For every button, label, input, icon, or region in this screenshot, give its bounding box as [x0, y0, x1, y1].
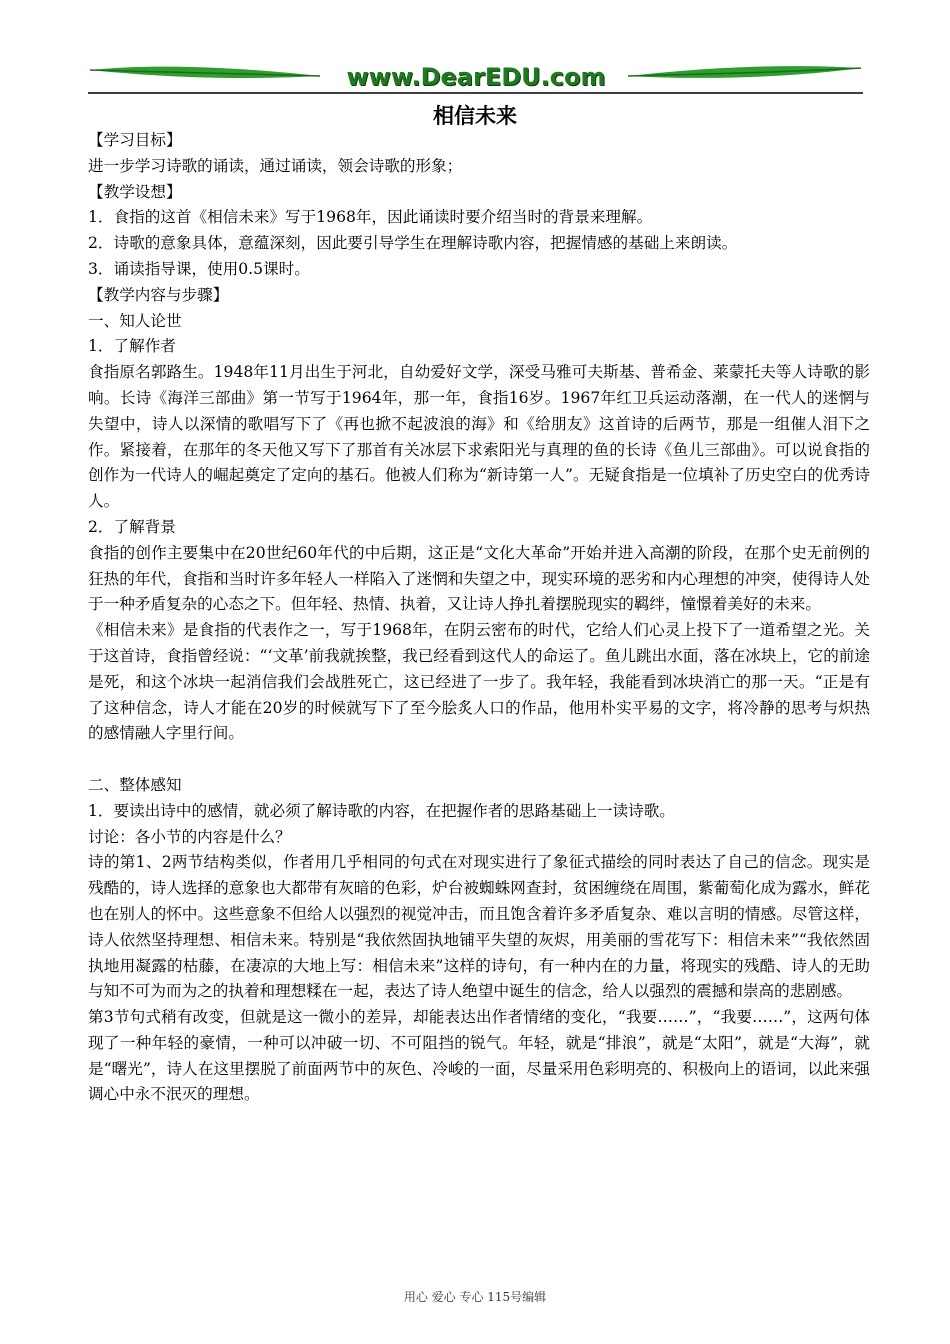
body-paragraph: 诗的第1、2两节结构类似，作者用几乎相同的句式在对现实进行了象征式描绘的同时表达了自己的信念。现实是残酷的，诗人选择的意象也大都带有灰暗的色彩，炉台被蜘蛛网查封，贫困缠绕在周围，紫葡萄化成为露水，鲜花也在别人的怀中。这些意象不但给人以强烈的视觉冲击，而且饱含着许多矛盾复杂、难以言明的情感。尽管这样，诗人依然坚持理想、相信未来。特别是“我依然固执地铺平失望的灰烬，用美丽的雪花写下：相信未来”“我依然固执地用凝露的枯藤，在凄凉的大地上写：相信未来”这样的诗句，有一种内在的力量，将现实的残酷、诗人的无助与知不可为而为之的执着和理想糅在一起，表达了诗人绝望中诞生的信念，给人以强烈的震撼和崇高的悲剧感。 [88, 853, 870, 1001]
site-logo-text: www.DearEDU.com [346, 63, 606, 91]
subsection-heading: 2．了解背景 [88, 517, 176, 536]
subsection-heading: 一、知人论世 [88, 311, 182, 330]
blank-line [88, 747, 870, 773]
body-paragraph: 食指的创作主要集中在20世纪60年代的中后期，这正是“文化大革命”开始并进入高潮的阶段，在那个史无前例的狂热的年代，食指和当时许多年轻人一样陷入了迷惘和失望之中，现实环境的恶劣和内心理想的冲突，使得诗人处于一种矛盾复杂的心态之下。但年轻、热情、执着，又让诗人挣扎着摆脱现实的羁绊，憧憬着美好的未来。 [88, 543, 870, 614]
body-paragraph: 3．诵读指导课，使用0.5课时。 [88, 259, 310, 278]
body-paragraph: 讨论：各小节的内容是什么？ [88, 827, 291, 846]
body-paragraph: 1．食指的这首《相信未来》写于1968年，因此诵读时要介绍当时的背景来理解。 [88, 208, 653, 227]
subsection-heading: 1．了解作者 [88, 337, 176, 356]
subsection-heading: 二、整体感知 [88, 775, 182, 794]
site-header-banner [88, 60, 863, 96]
body-paragraph: 2．诗歌的意象具体，意蕴深刻，因此要引导学生在理解诗歌内容，把握情感的基础上来朗读。 [88, 234, 738, 253]
section-heading-steps: 【教学内容与步骤】 [88, 285, 229, 304]
body-paragraph: 食指原名郭路生。1948年11月出生于河北，自幼爱好文学，深受马雅可夫斯基、普希金、莱蒙托夫等人诗歌的影响。长诗《海洋三部曲》第一节写于1964年，那一年，食指16岁。1967年红卫兵运动落潮，在一代人的迷惘与失望中，诗人以深情的歌唱写下了《再也掀不起波浪的海》和《给朋友》这首诗的后两节，那是一组催人泪下之作。紧接着，在那年的冬天他又写下了那首有关冰层下求索阳光与真理的鱼的长诗《鱼儿三部曲》。可以说食指的创作为一代诗人的崛起奠定了定向的基石。他被人们称为“新诗第一人”。无疑食指是一位填补了历史空白的优秀诗人。 [88, 363, 870, 511]
body-paragraph: 进一步学习诗歌的诵读，通过诵读，领会诗歌的形象； [88, 156, 463, 175]
section-heading-design: 【教学设想】 [88, 182, 182, 201]
body-paragraph: 《相信未来》是食指的代表作之一，写于1968年，在阴云密布的时代，它给人们心灵上投下了一道希望之光。关于这首诗，食指曾经说：“‘文革’前我就挨整，我已经看到这代人的命运了。鱼儿跳出水面，落在冰块上，它的前途是死，和这个冰块一起消信我们会战胜死亡，这已经进了一步了。我年轻，我能看到冰块消亡的那一天。“正是有了这种信念，诗人才能在20岁的时候就写下了至今脍炙人口的作品，他用朴实平易的文字，将冷静的思考与炽热的感情融人字里行间。 [88, 621, 870, 743]
document-title: 相信未来 [433, 104, 517, 128]
body-paragraph: 1．要读出诗中的感情，就必须了解诗歌的内容，在把握作者的思路基础上一读诗歌。 [88, 801, 675, 820]
body-paragraph: 第3节句式稍有改变，但就是这一微小的差异，却能表达出作者情绪的变化，“我要……”，“我要……”，这两句体现了一种年轻的豪情，一种可以冲破一切、不可阻挡的锐气。年轻，就是“排浪”，就是“太阳”，就是“大海”，就是“曙光”，诗人在这里摆脱了前面两节中的灰色、冷峻的一面，尽量采用色彩明亮的、积极向上的语词，以此来强调心中永不泯灭的理想。 [88, 1008, 870, 1104]
section-heading-goals: 【学习目标】 [88, 131, 182, 149]
document-body [88, 128, 870, 1108]
page-footer: 用心 爱心 专心 115号编辑 [403, 1290, 547, 1304]
